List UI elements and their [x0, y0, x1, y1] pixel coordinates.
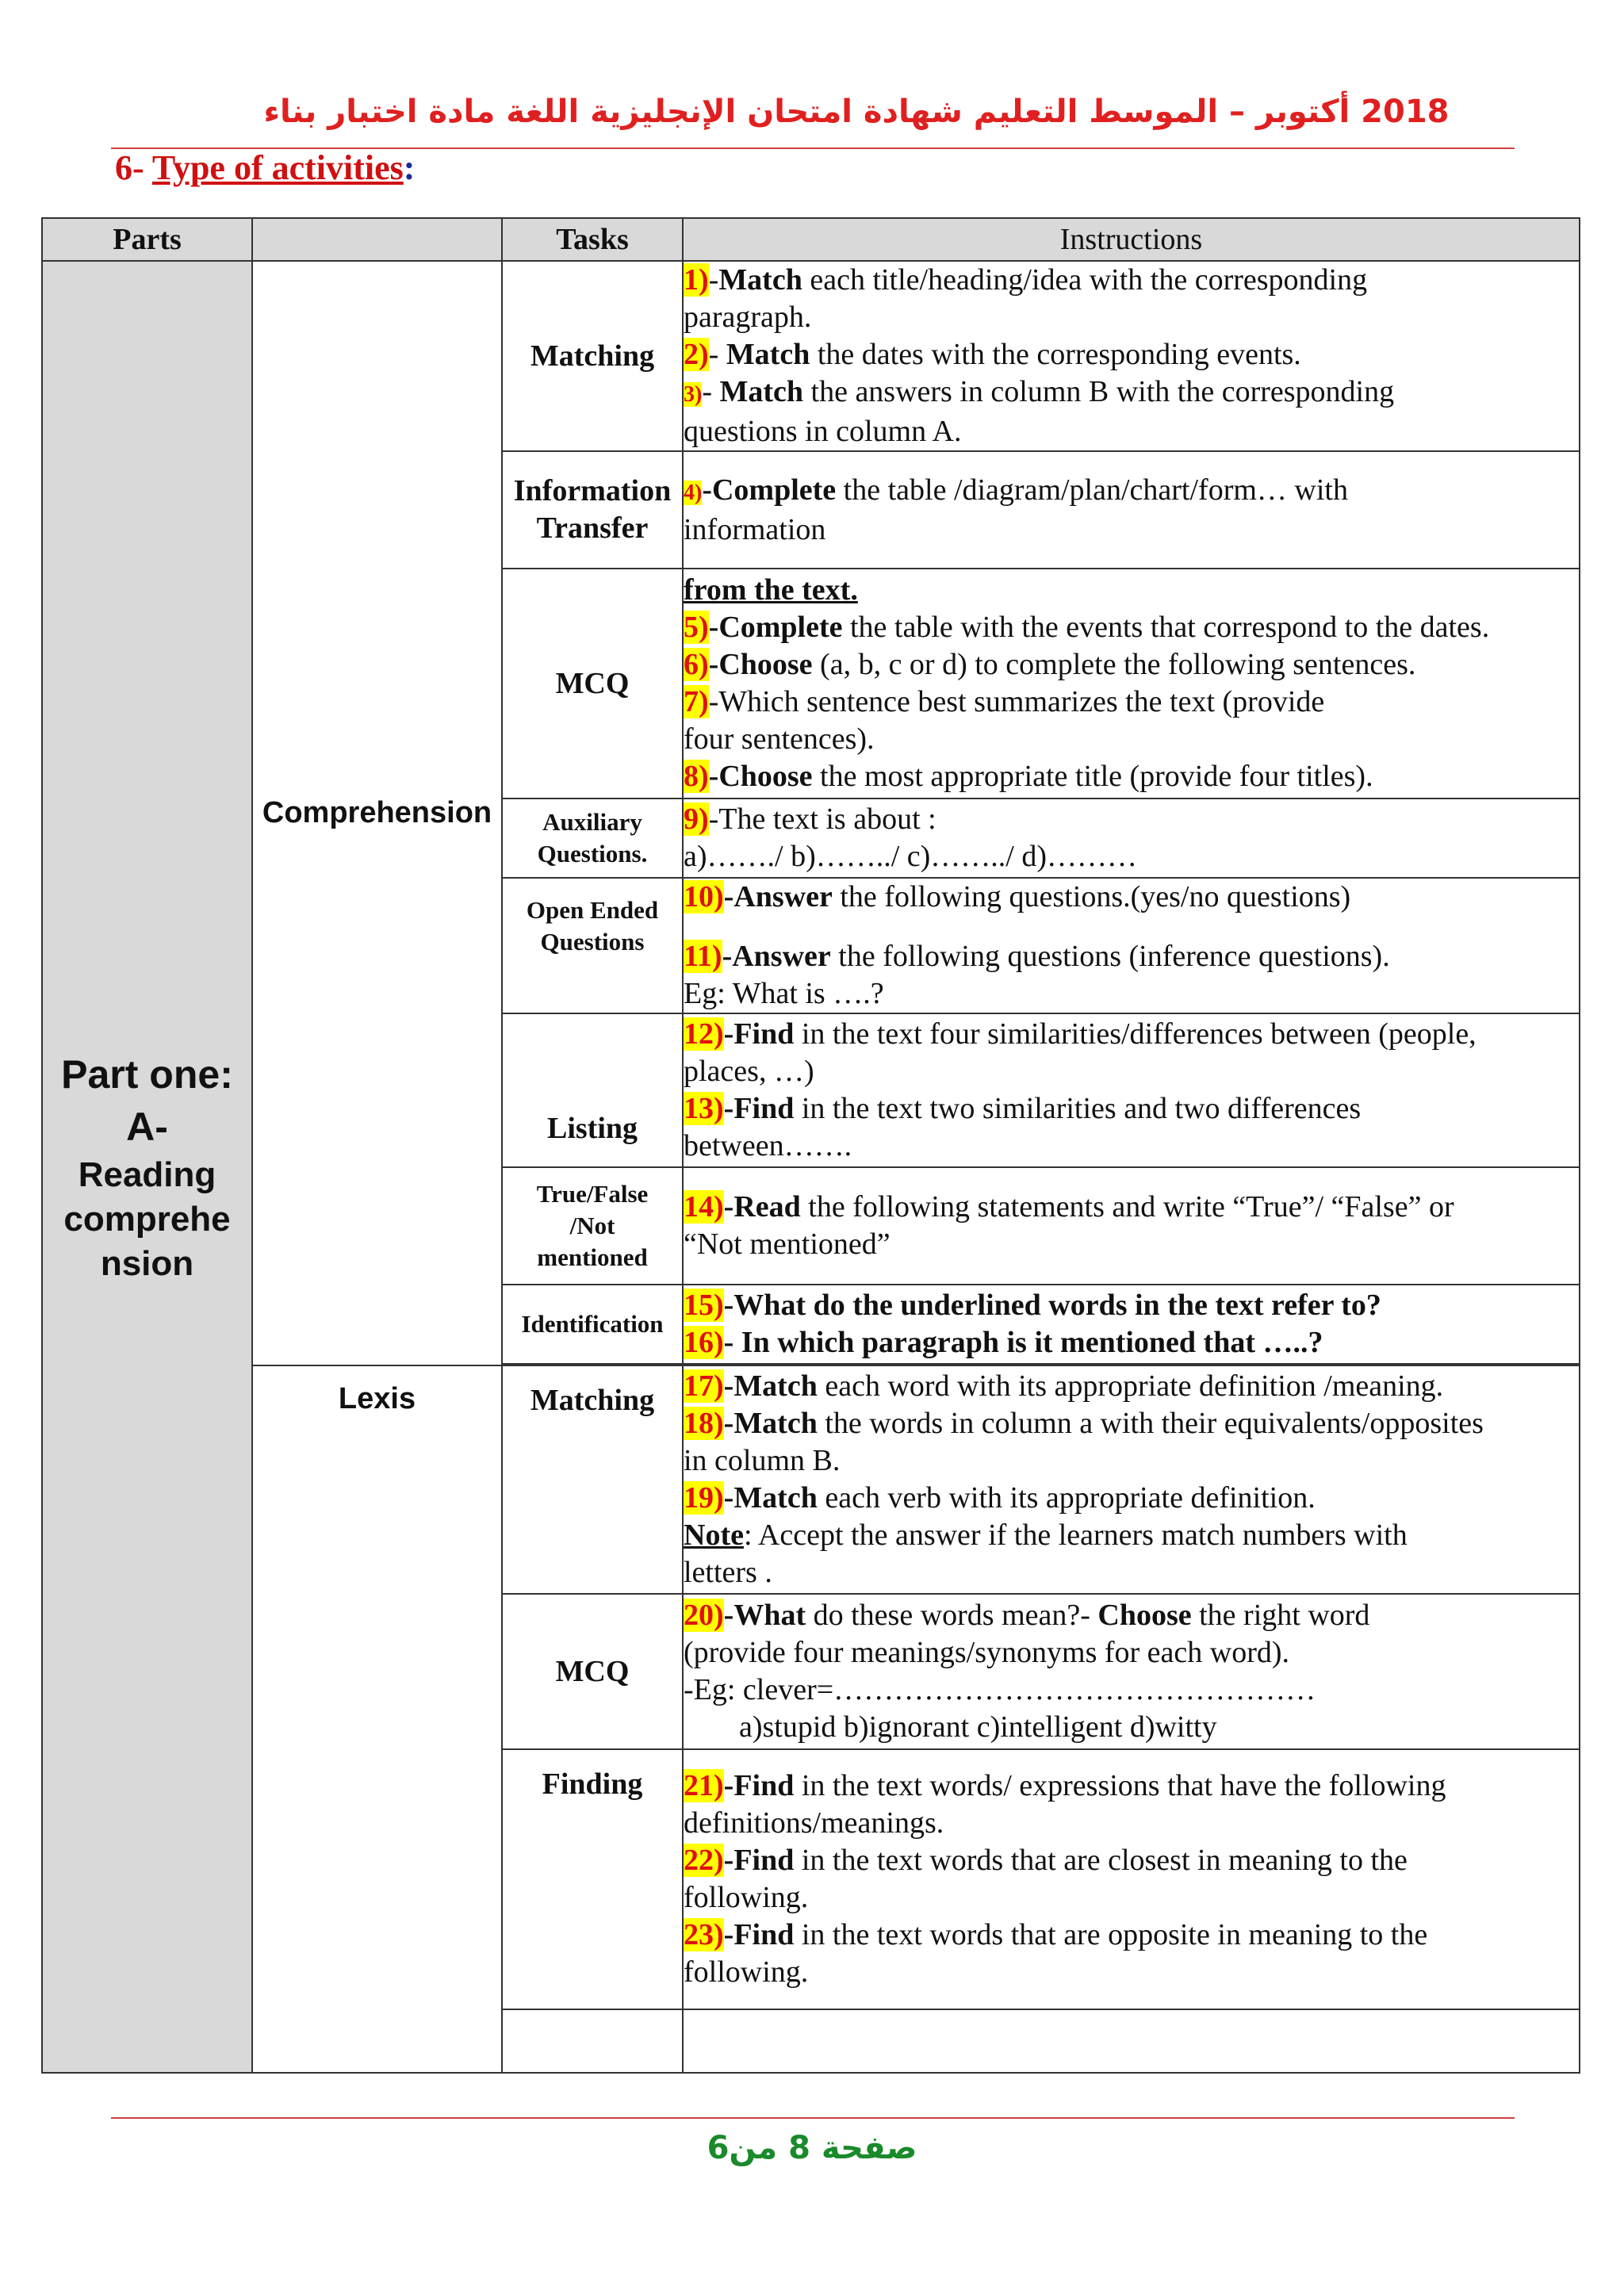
task-true-false: True/False /Not mentioned [502, 1167, 683, 1285]
item-number: 3) [684, 382, 703, 407]
header-parts: Parts [42, 218, 252, 261]
instr-true-false: 14)-Read the following statements and write “True”/ “False” or “Not mentioned” [683, 1167, 1580, 1285]
item-number: 20) [684, 1599, 724, 1632]
note-label: Note [684, 1518, 744, 1552]
area-lexis: Lexis [252, 1365, 502, 2073]
area-comprehension: Comprehension [252, 261, 502, 1365]
task-matching: Matching [502, 261, 683, 451]
item-number: 18) [684, 1407, 724, 1440]
item-number: 23) [684, 1918, 724, 1951]
task-information-transfer: Information Transfer [502, 451, 683, 569]
item-number: 22) [684, 1844, 724, 1877]
activities-table [41, 217, 1580, 2074]
item-number: 12) [684, 1017, 724, 1051]
item-number: 21) [684, 1769, 724, 1802]
instr-information-transfer: 4)-Complete the table /diagram/plan/chart/form… with information [683, 451, 1580, 569]
part-label: Part one: [61, 1051, 233, 1097]
item-number: 7) [684, 685, 709, 718]
item-number: 5) [684, 611, 709, 644]
item-number: 16) [684, 1326, 724, 1359]
task-finding: Finding [502, 1749, 683, 2009]
instr-open-ended: 10)-Answer the following questions.(yes/no questions) 11)-Answer the following questions (inference questions). Eg: What is ….? [683, 878, 1580, 1013]
instr-mcq: from the text. 5)-Complete the table with the events that correspond to the dates. 6)-Choose (a, b, c or d) to complete the following sentences. 7)-Which sentence best summarizes the text (provide four sentences). 8)-Choose the most appropriate title (provide four titles). [683, 569, 1580, 798]
task-listing: Listing [502, 1013, 683, 1167]
table-row [42, 261, 1580, 451]
task-lexis-mcq: MCQ [502, 1594, 683, 1749]
item-number: 1) [684, 263, 709, 297]
item-number: 4) [684, 480, 703, 505]
instr-listing: 12)-Find in the text four similarities/differences between (people, places, …) 13)-Find in the text two similarities and two differences between……. [683, 1013, 1580, 1167]
part-name-3: nsion [100, 1243, 194, 1283]
item-number: 2) [684, 338, 709, 371]
header-arabic-title: 2018 أكتوبر – الموسط التعليم شهادة امتحان الإنجليزية اللغة مادة اختبار بناء [263, 94, 1450, 130]
header-area [252, 218, 502, 261]
part-letter: A- [126, 1104, 168, 1149]
instr-lexis-mcq: 20)-What do these words mean?- Choose the right word (provide four meanings/synonyms for each word). -Eg: clever=………………………………………… a)stupid b)ignorant c)intelligent d)witty [683, 1594, 1580, 1749]
task-mcq: MCQ [502, 569, 683, 798]
instr-finding: 21)-Find in the text words/ expressions that have the following definitions/meanings. 22)-Find in the text words that are closest in meaning to the following. 23)-Find in the text words that are opposite in meaning to the following. [683, 1749, 1580, 2009]
item-number: 14) [684, 1190, 724, 1224]
item-number: 11) [684, 940, 722, 973]
instr-matching: 1)-Match each title/heading/idea with the corresponding paragraph. 2)- Match the dates with the corresponding events. 3)- Match the answers in column B with the corresponding questions in column A. [683, 261, 1580, 451]
part-name-2: comprehe [63, 1199, 231, 1239]
section-colon: : [403, 148, 416, 187]
item-number: 17) [684, 1369, 724, 1403]
item-number: 6) [684, 648, 709, 681]
item-number: 10) [684, 880, 724, 913]
header-tasks: Tasks [502, 218, 683, 261]
section-title-text: Type of activities [151, 148, 404, 187]
table-header-row [42, 218, 1580, 261]
task-open-ended: Open Ended Questions [502, 878, 683, 1013]
header-instructions: Instructions [683, 218, 1580, 261]
item-number: 15) [684, 1289, 724, 1322]
task-auxiliary-questions: Auxiliary Questions. [502, 798, 683, 878]
part-one-cell [42, 261, 252, 2073]
table-row [42, 1365, 1580, 1594]
task-lexis-matching: Matching [502, 1365, 683, 1594]
instr-auxiliary: 9)-The text is about : a)……./ b)……../ c)……../ d)……… [683, 798, 1580, 878]
instr-lexis-matching: 17)-Match each word with its appropriate definition /meaning. 18)-Match the words in column a with their equivalents/opposites in column B. 19)-Match each verb with its appropriate definition. Note: Accept the answer if the learners match numbers with letters . [683, 1365, 1580, 1594]
page-number: صفحة 8 من6 [707, 2130, 917, 2166]
item-number: 19) [684, 1481, 724, 1515]
section-title [115, 147, 415, 188]
instr-identification: 15)-What do the underlined words in the text refer to? 16)- In which paragraph is it mentioned that …..? [683, 1285, 1580, 1364]
item-number: 9) [684, 802, 709, 836]
section-number: 6- [115, 148, 144, 187]
footer-divider [111, 2117, 1515, 2119]
task-identification: Identification [502, 1285, 683, 1364]
item-number: 13) [684, 1092, 724, 1125]
part-name-1: Reading [78, 1155, 216, 1194]
item-number: 8) [684, 760, 709, 793]
